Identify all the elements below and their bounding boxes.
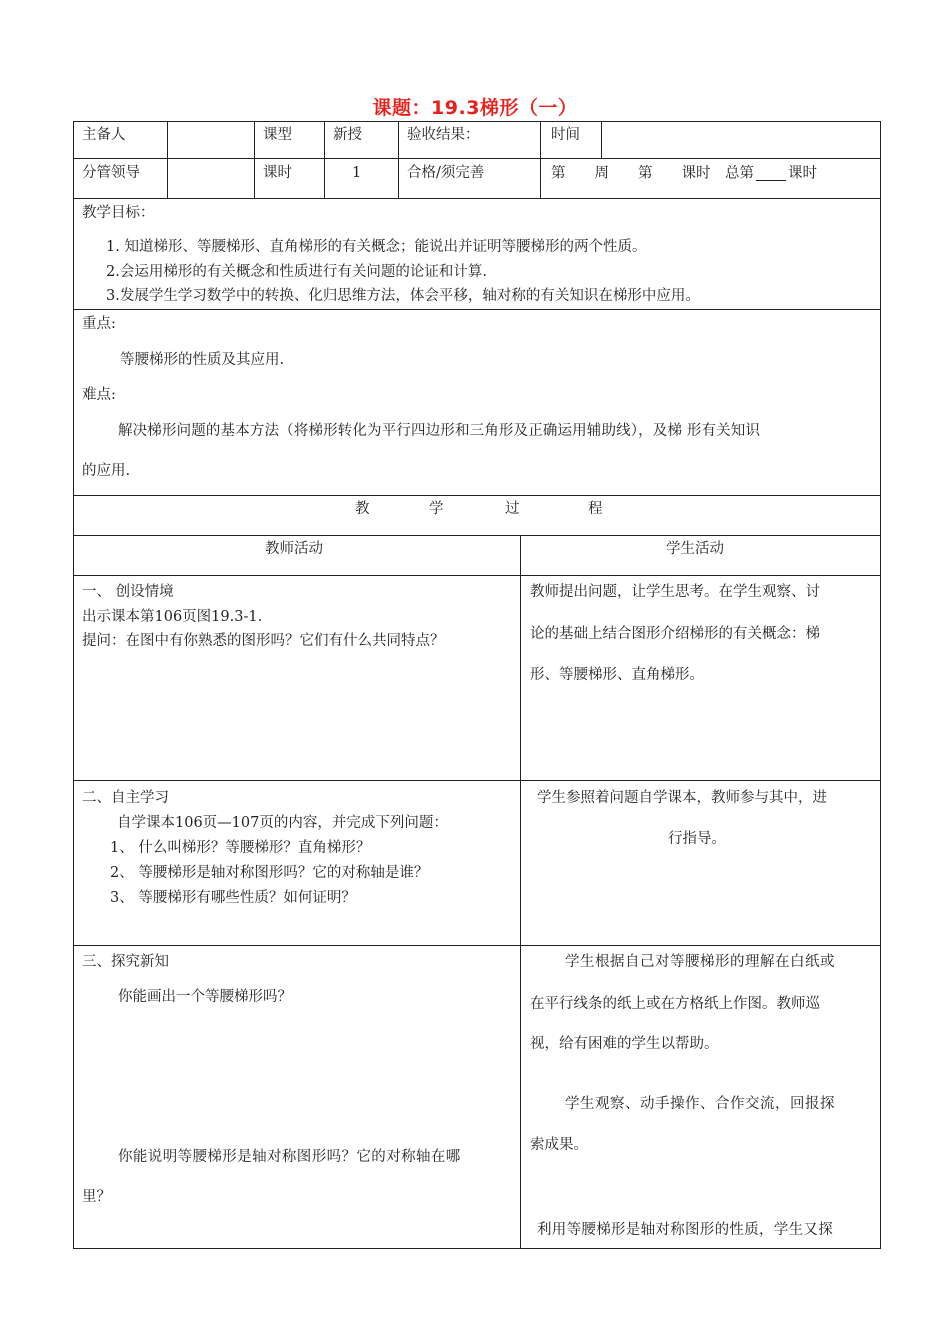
teacher-line: 提问：在图中有你熟悉的图形吗？它们有什么共同特点？: [82, 633, 445, 649]
student-line: 利用等腰梯形是轴对称图形的性质，学生又探: [537, 1222, 833, 1238]
periods-value: 1: [352, 165, 362, 181]
periods-label: 课时: [263, 165, 292, 181]
student-line: 教师提出问题，让学生思考。在学生观察、讨: [530, 584, 820, 600]
supervisor-label: 分管领导: [82, 165, 140, 181]
process-heading-char: 过: [505, 501, 520, 517]
student-line: 学生观察、动手操作、合作交流，回报探: [565, 1096, 835, 1112]
student-line: 在平行线条的纸上或在方格纸上作图。教师巡: [530, 996, 820, 1012]
student-line: 视，给有困难的学生以帮助。: [530, 1036, 719, 1052]
student-activity-header: 学生活动: [666, 541, 724, 557]
time-label: 时间: [551, 127, 580, 143]
process-heading-char: 教: [355, 501, 370, 517]
student-line: 行指导。: [668, 831, 726, 847]
teacher-line: 你能说明等腰梯形是轴对称图形吗？它的对称轴在哪: [118, 1149, 461, 1165]
week-schedule: 第 周 第 课时 总第 课时: [551, 165, 817, 182]
objectives-label: 教学目标：: [82, 205, 155, 221]
teacher-line: 出示课本第106页图19.3-1.: [82, 609, 263, 625]
student-line: 学生根据自己对等腰梯形的理解在白纸或: [565, 954, 835, 970]
teacher-line: 2、 等腰梯形是轴对称图形吗？它的对称轴是谁？: [110, 865, 429, 881]
teacher-line: 二、自主学习: [82, 790, 169, 806]
page-title: 课题：19.3梯形（一）: [372, 97, 578, 119]
acceptance-label: 验收结果：: [407, 127, 480, 143]
student-line: 学生参照着问题自学课本，教师参与其中，进: [537, 790, 827, 806]
lesson-type-value: 新授: [333, 127, 362, 143]
difficulty-text-cont: 的应用.: [82, 463, 131, 479]
focus-text: 等腰梯形的性质及其应用.: [120, 352, 285, 368]
student-line: 索成果。: [530, 1137, 588, 1153]
objective-item: 2.会运用梯形的有关概念和性质进行有关问题的论证和计算.: [106, 264, 487, 280]
objective-item: 1. 知道梯形、等腰梯形、直角梯形的有关概念；能说出并证明等腰梯形的两个性质。: [106, 239, 647, 255]
main-preparer-label: 主备人: [82, 127, 126, 143]
process-heading-char: 程: [588, 501, 603, 517]
teacher-line: 自学课本106页—107页的内容，并完成下列问题：: [117, 815, 448, 831]
process-heading-char: 学: [429, 501, 444, 517]
teacher-line: 里？: [82, 1189, 111, 1205]
difficulty-label: 难点:: [82, 387, 116, 403]
teacher-line: 三、探究新知: [82, 954, 169, 970]
teacher-activity-header: 教师活动: [265, 541, 323, 557]
teacher-line: 你能画出一个等腰梯形吗？: [118, 989, 292, 1005]
teacher-line: 3、 等腰梯形有哪些性质？如何证明？: [110, 890, 356, 906]
difficulty-text: 解决梯形问题的基本方法（将梯形转化为平行四边形和三角形及正确运用辅助线），及梯 形有关知识: [118, 423, 761, 439]
result-text: 合格/须完善: [407, 165, 485, 181]
lesson-type-label: 课型: [263, 127, 292, 143]
teacher-line: 1、 什么叫梯形？等腰梯形？直角梯形？: [110, 840, 371, 856]
student-line: 论的基础上结合图形介绍梯形的有关概念：梯: [530, 626, 820, 642]
focus-label: 重点:: [82, 316, 116, 332]
student-line: 形、等腰梯形、直角梯形。: [530, 667, 704, 683]
objective-item: 3.发展学生学习数学中的转换、化归思维方法，体会平移，轴对称的有关知识在梯形中应用。: [106, 288, 700, 304]
teacher-line: 一、 创设情境: [82, 584, 174, 600]
